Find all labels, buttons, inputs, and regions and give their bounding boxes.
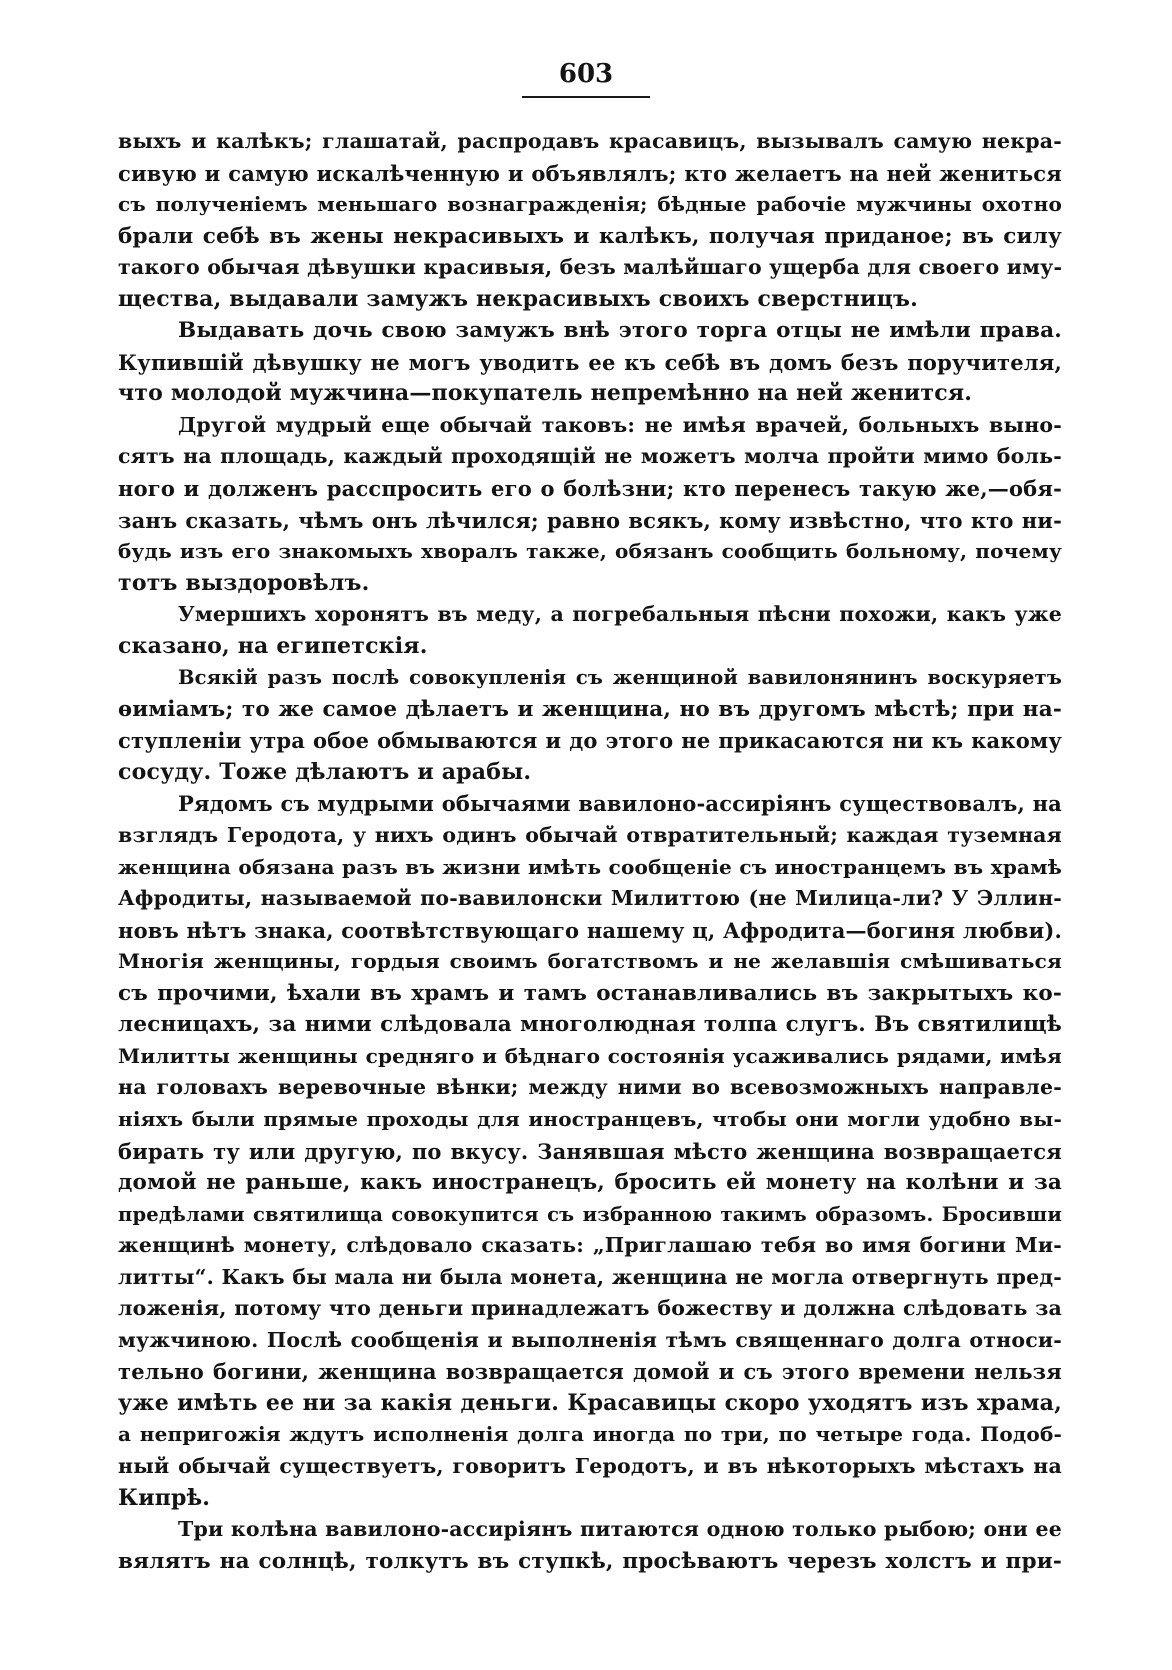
- text-line: Другой мудрый еще обычай таковъ: не имѣя врачей, больныхъ выно-: [178, 412, 1062, 437]
- text-line: литты“. Какъ бы мала ни была монета, женщина не могла отвергнуть пред-: [118, 1264, 1062, 1289]
- text-line: сказано, на египетскiя.: [118, 632, 428, 659]
- page-number: 603: [558, 59, 614, 89]
- text-line: ный обычай существуетъ, говоритъ Геродотъ, и въ нѣкоторыхъ мѣстахъ на: [118, 1453, 1062, 1478]
- text-line: бирать ту или другую, по вкусу. Занявшая мѣсто женщина возвращается: [118, 1138, 1062, 1164]
- text-line: ѳимiамъ; то же самое дѣлаетъ и женщина, но въ другомъ мѣстѣ; при на-: [118, 696, 1062, 722]
- text-line: уже имѣть ее ни за какiя деньги. Красавицы скоро уходятъ изъ храма,: [118, 1389, 1062, 1416]
- text-line: Рядомъ съ мудрыми обычаями вавилоно-ассирiянъ существовалъ, на: [178, 791, 1062, 817]
- text-line: Три колѣна вавилоно-ассирiянъ питаются одною только рыбою; они ее: [178, 1517, 1062, 1542]
- text-line: предѣлами святилища совокупится съ избранною такимъ образомъ. Бросивши: [118, 1202, 1062, 1226]
- text-line: занъ сказать, чѣмъ онъ лѣчился; равно всякъ, кому извѣстно, что кто ни-: [118, 507, 1062, 533]
- text-line: тотъ выздоровѣлъ.: [118, 569, 370, 596]
- text-line: Умершихъ хоронятъ въ меду, а погребальныя пѣсни похожи, какъ уже: [178, 602, 1062, 627]
- text-line: такого обычая дѣвушки красивыя, безъ малѣйшаго ущерба для своего иму-: [118, 255, 1062, 280]
- text-line: сятъ на площадь, каждый проходящiй не можетъ молча пройти мимо боль-: [118, 444, 1062, 469]
- text-line: щества, выдавали замужъ некрасивыхъ своихъ сверстницъ.: [118, 285, 918, 312]
- text-line: женщина обязана разъ въ жизни имѣть сообщенiе съ иностранцемъ въ храмѣ: [118, 854, 1062, 879]
- text-line: Афродиты, называемой по-вавилонски Милиттою (не Милица-ли? У Эллин-: [118, 886, 1062, 911]
- text-line: новъ нѣтъ знака, соотвѣтствующаго нашему ц, Афродита—богиня любви).: [118, 917, 1062, 943]
- text-line: женщинѣ монету, слѣдовало сказать: „Приглашаю тебя во имя богини Ми-: [118, 1233, 1062, 1258]
- text-line: Купившiй дѣвушку не могъ уводить ее къ себѣ въ домъ безъ поручителя,: [118, 349, 1062, 375]
- text-line: Кипрѣ.: [118, 1484, 211, 1511]
- text-line: мужчиною. Послѣ сообщенiя и выполненiя тѣмъ священнаго долга относи-: [118, 1327, 1062, 1352]
- text-line: выхъ и калѣкъ; глашатай, распродавъ красавицъ, вызывалъ самую некра-: [118, 129, 1062, 153]
- text-line: тельно богини, женщина возвращается домой и съ этого времени нельзя: [118, 1359, 1062, 1385]
- text-line: лесницахъ, за ними слѣдовала многолюдная толпа слугъ. Въ святилищѣ: [118, 1012, 1062, 1038]
- text-line: взглядъ Геродота, у нихъ одинъ обычай отвратительный; каждая туземная: [118, 823, 1062, 848]
- text-line: сивую и самую искалѣченную и объявлялъ; кто желаетъ на ней жениться: [118, 160, 1062, 186]
- text-line: съ прочими, ѣхали въ храмъ и тамъ останавливались въ закрытыхъ ко-: [118, 980, 1062, 1006]
- text-line: домой не раньше, какъ иностранецъ, бросить ей монету на колѣни и за: [118, 1170, 1062, 1196]
- text-line: ного и долженъ расспросить его о болѣзни; кто перенесъ такую же,—обя-: [118, 476, 1062, 502]
- body-text: [118, 126, 1062, 1577]
- text-line: Выдавать дочь свою замужъ внѣ этого торга отцы не имѣли права.: [178, 318, 1062, 344]
- text-line: Всякiй разъ послѣ совокупленiя съ женщиной вавилонянинъ воскуряетъ: [178, 666, 1062, 690]
- text-line: будь изъ его знакомыхъ хворалъ также, обязанъ сообщить больному, почему: [118, 539, 1062, 564]
- page-number-rule: [522, 96, 650, 98]
- text-line: Милитты женщины средняго и бѣднаго состоянiя усаживались рядами, имѣя: [118, 1043, 1062, 1068]
- text-line: ложенiя, потому что деньги принадлежатъ божеству и должна слѣдовать за: [118, 1296, 1062, 1321]
- text-line: Многiя женщины, гордыя своимъ богатствомъ и не желавшiя смѣшиваться: [118, 949, 1062, 974]
- text-line: а непригожiя ждутъ исполненiя долга иногда по три, по четыре года. Подоб-: [118, 1422, 1062, 1447]
- text-line: нiяхъ были прямые проходы для иностранцевъ, чтобы они могли удобно вы-: [118, 1106, 1062, 1131]
- text-line: брали себѣ въ жены некрасивыхъ и калѣкъ, получая приданое; въ силу: [118, 223, 1062, 249]
- text-line: съ полученiемъ меньшаго вознагражденiя; бѣдные рабочiе мужчины охотно: [118, 192, 1062, 217]
- text-line: на головахъ веревочные вѣнки; между ними во всевозможныхъ направле-: [118, 1075, 1062, 1100]
- text-line: вялятъ на солнцѣ, толкутъ въ ступкѣ, просѣваютъ черезъ холстъ и при-: [118, 1548, 1062, 1574]
- text-line: ступленiи утра обое обмываются и до этого не прикасаются ни къ какому: [118, 728, 1062, 754]
- text-line: сосуду. Тоже дѣлаютъ и арабы.: [118, 758, 532, 785]
- text-line: что молодой мужчина—покупатель непремѣнно на ней женится.: [118, 380, 973, 407]
